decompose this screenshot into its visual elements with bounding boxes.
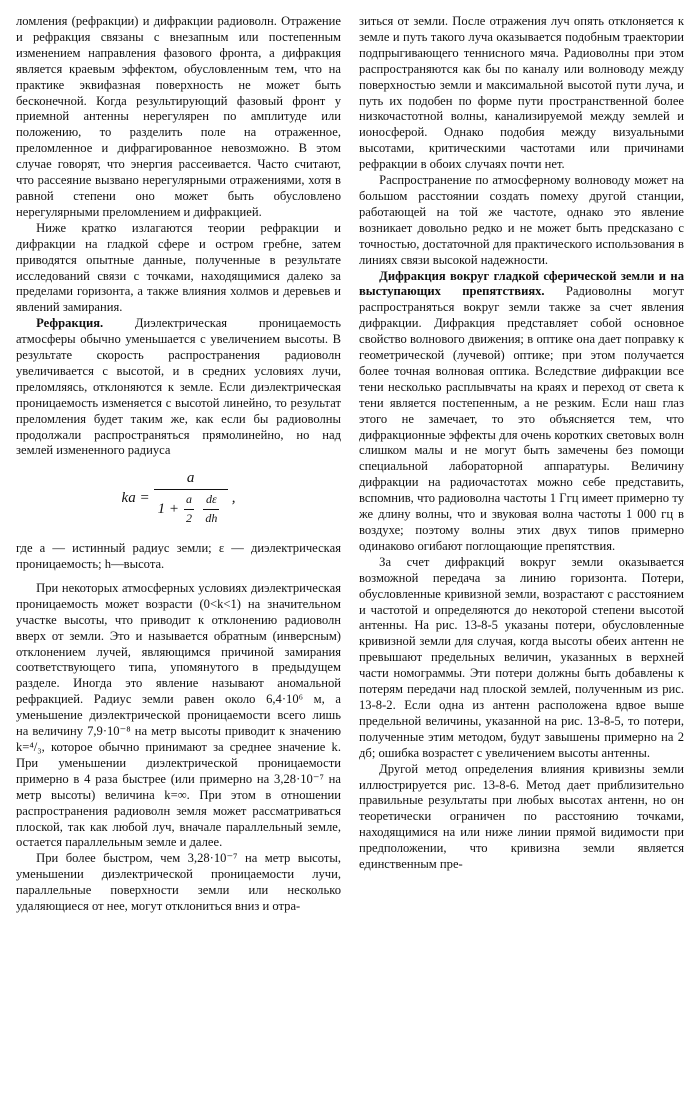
paragraph: Распространение по атмосферному волноводу может на большом расстоянии создать помеху другой станции, работающей на той же частоте, однако это явление возникает довольно редко и не может быть предсказано с точностью, достаточной для практического использования в линиях связи высокой надежности. <box>359 173 684 267</box>
formula-effective-radius <box>16 471 341 527</box>
formula-a: a <box>185 492 192 507</box>
formula-de: dε <box>205 492 217 507</box>
paragraph-text: Радиоволны могут распространяться вокруг земли также за счет явления дифракции. Дифракция представляет собой основное свойство волнового движения; в оптике она дает поправку к геометрической (лучевой) оптике; при этом получается более точная волновая оптика. Вследствие дифракции все тени несколько расплывчаты на краях и переход от света к тени является постепенным, а не резким. Если наш глаз этого не замечает, то это объясняется тем, что дифракционные эффекты для очень коротких световых волн слишком малы и не могут быть замечены без помощи специальной лабораторной аппаратуры. Величину дифракции на радиочастотах можно себе представить, вспомнив, что радиоволна частоты 1 Ггц имеет примерно ту же длину волны, что и звуковая волна частоты 1 000 гц в воздухе; поэтому волны этих двух типов примерно одинаково огибают поглощающие препятствия. <box>359 284 685 553</box>
formula-derivative <box>203 492 220 527</box>
paragraph-diffraction <box>359 269 684 555</box>
paragraph: При более быстром, чем 3,28·10⁻⁷ на метр высоты, уменьшении диэлектрической проницаемости лучи, параллельные поверхности земли или несколько удаляющиеся от нее, могут отклониться вниз и отра- <box>16 851 341 914</box>
paragraph: где a — истинный радиус земли; ε — диэлектрическая проницаемость; h—высота. <box>16 541 341 571</box>
formula-a-over-2 <box>183 492 195 527</box>
paragraph: Ниже кратко излагаются теории рефракции и дифракции на гладкой сфере и остром гребне, затем приводятся опытные данные, полученные в результате исследований связи с точками, находящимися далеко за пределами горизонта, а также влияния холмов и деревьев и явлений замирания. <box>16 220 341 315</box>
left-column <box>16 14 341 1100</box>
right-column <box>359 14 684 1100</box>
section-heading: Рефракция. <box>36 316 104 331</box>
formula-den-one: 1 + <box>157 500 179 517</box>
paragraph: зиться от земли. После отражения луч опять отклоняется к земле и путь такого луча оказывается подобным траектории подпрыгивающего теннисного мяча. Радиоволны при этом распространяются как бы по каналу или волноводу между поверхностью земли и максимальной высотой пути луча, и путь их подобен по форме пути пространственной более низкочастотной волны, канализируемой между землей и ионосферой. Однако подобия между визуальными высотами, критическими частотами или причинами рефракции в обоих случаях почти нет. <box>359 14 684 172</box>
paragraph: ломления (рефракции) и дифракции радиоволн. Отражение и рефракция связаны с внезапным или постепенным изменением направления фазового фронта, а дифракция является краевым эффектом, обусловленным тем, что на практике эквифазная поверхность не может быть бесконечной. Когда результирующий фазовый фронт у приемной антенны нерегулярен по амплитуде или положению, то разделить поле на отраженное, преломленное и дифрагированное невозможно. В этом случае говорят, что энергия рассеивается. Часто считают, что рассеяние вызвано нерегулярными отражениями, хотя в равной степени оно может быть обусловлено нерегулярными преломлением и дифракцией. <box>16 14 341 219</box>
formula-tail: , <box>231 490 236 507</box>
paragraph-refraction <box>16 316 341 459</box>
formula-fraction <box>154 471 228 527</box>
formula-dh: dh <box>205 511 218 526</box>
formula-denominator <box>154 489 228 527</box>
section-heading: Дифракция вокруг гладкой сферической земли и на выступающих препятствиях. <box>359 268 684 299</box>
paragraph: При некоторых атмосферных условиях диэлектрическая проницаемость может возрасти (0<k<1) на значительном участке высоты, что приводит к отклонению радиоволн вверх от земли. Это и называется обратным (инверсным) отклонением лучей, являющимся причиной замирания соответствующего типа, упомянутого в предыдущем разделе. Иногда это явление называют аномальной рефракцией. Радиус земли равен около 6,4·10⁶ м, а уменьшение диэлектрической проницаемости всего лишь на величину 7,9·10⁻⁸ на метр высоты приводит к значению k=⁴/₃, которое обычно принимают за среднее значение k. При уменьшении диэлектрической проницаемости примерно в 4 раза быстрее (или примерно на 3,28·10⁻⁷ на метр высоты) величина k=∞. При этом в отношении распространения радиоволн земля может рассматриваться плоской, так как любой луч, вначале параллельный земле, остается параллельным земле и далее. <box>16 580 341 850</box>
formula-two: 2 <box>185 511 192 526</box>
formula-numerator: a <box>186 470 195 487</box>
paragraph-text: Диэлектрическая проницаемость атмосферы обычно уменьшается с увеличением высоты. В результате скорость распространения радиоволн увеличивается с высотой, и в средних условиях лучи, преломляясь, отклоняются к земле. Если диэлектрическая проницаемость изменяется с высотой линейно, то результат преломления будет таким же, как если бы радиоволны продолжали распространяться прямолинейно, но над землей измененного радиуса <box>16 316 341 458</box>
paragraph: За счет дифракций вокруг земли оказывается возможной передача за линию горизонта. Потери, обусловленные кривизной земли, возрастают с расстоянием и частотой и определяются до некоторой степени высотой антенны. На рис. 13-8-5 указаны потери, обусловленные кривизной земли для случая, когда высоты обеих антенн не превышают предельных величин, указанных в верхней части номограммы. Эти потери должны быть добавлены к потерям передачи над плоской землей, полученным из рис. 13-8-2. Если одна из антенн расположена вдвое выше предельной величины, указанной на рис. 13-8-5, то потери, полученные этим методом, будут завышены примерно на 2 дб; ошибка возрастет с увеличением высоты антенны. <box>359 554 684 760</box>
paragraph: Другой метод определения влияния кривизны земли иллюстрируется рис. 13-8-6. Метод дает приблизительно правильные результаты при любых высотах антенн, но он теоретически ограничен по расстоянию точками, находящимися на или ниже линии прямой видимости при предположении, что кривизна земли является единственным пре- <box>359 761 684 872</box>
formula-lhs: ka = <box>121 490 150 507</box>
